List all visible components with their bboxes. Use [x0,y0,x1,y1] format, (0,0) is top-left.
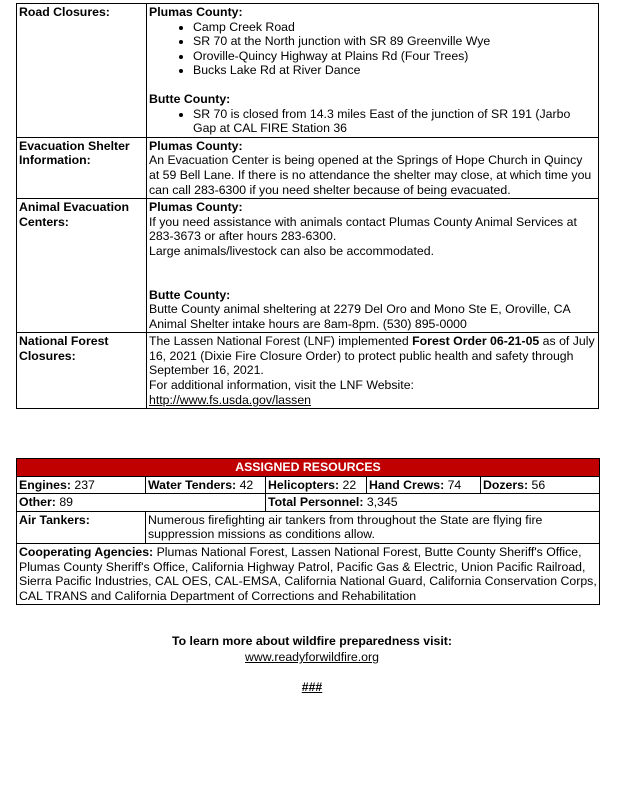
animal-evacuation-row [17,199,599,333]
list-item: • SR 70 is closed from 14.3 miles East of the junction of SR 191 (Jarbo Gap at CAL FIRE Station 36 [193,107,596,136]
other-label: Other: [19,495,56,510]
list-item: • Bucks Lake Rd at River Dance [193,63,596,78]
forest-closures-content [147,333,599,409]
dozers-label: Dozers: [483,477,529,492]
animal-evacuation-content [147,199,599,333]
engines-value: 237 [74,477,95,492]
forest-text-after: as of July 16, 2021 (Dixie Fire Closure Order) to protect public health and safety through September 16, 2021. [149,334,595,378]
road-closures-label: Road Closures: [17,4,147,138]
other-cell [17,494,266,512]
list-item: • Oroville-Quincy Highway at Plains Rd (Four Trees) [193,49,596,64]
air-tankers-text: Numerous firefighting air tankers from throughout the State are flying fire suppression missions as conditions allow. [146,511,600,543]
assigned-resources-table [16,458,600,605]
assigned-resources-header: ASSIGNED RESOURCES [17,459,600,477]
cooperating-agencies-cell [17,543,600,604]
readyforwildfire-link[interactable]: www.readyforwildfire.org [245,650,379,664]
helicopters-label: Helicopters: [268,477,340,492]
evacuation-shelter-content [147,137,599,198]
plumas-heading: Plumas County: [149,138,243,153]
incident-info-table [16,3,599,409]
butte-animal-text: Butte County animal sheltering at 2279 Del Oro and Mono Ste E, Oroville, CA Animal Shelter intake hours are 8am-8pm. (530) 895-0000 [149,302,571,331]
plumas-heading: Plumas County: [149,5,243,19]
animal-evacuation-label: Animal Evacuation Centers: [17,199,147,333]
road-closures-row [17,4,599,138]
more-info-text: For additional information, visit the LNF Website: [149,378,414,393]
total-personnel-value: 3,345 [366,495,398,510]
total-personnel-cell [266,494,600,512]
learn-more-text: To learn more about wildfire preparedness visit: [172,634,452,648]
helicopters-value: 22 [342,477,357,492]
evacuation-shelter-row [17,137,599,198]
engines-label: Engines: [19,477,71,492]
forest-closures-row [17,333,599,409]
engines-cell [17,476,146,494]
hand-crews-label: Hand Crews: [369,477,445,492]
list-item: • SR 70 at the North junction with SR 89 Greenville Wye [193,34,596,49]
cooperating-agencies-text: Plumas National Forest, Lassen National Forest, Butte County Sheriff's Office, Plumas County Sheriff's Office, California Highway Patrol, Pacific Gas & Electric, Union Pacific Railroad, Sierra Pacific Industries, CAL OES, CAL-EMSA, California National Guard, California Conservation Corps, CAL TRANS and California Department of Corrections and Rehabilitation [19,544,597,603]
butte-road-list [149,107,596,136]
total-personnel-label: Total Personnel: [268,495,364,510]
plumas-road-list [149,20,596,78]
water-tenders-value: 42 [239,477,254,492]
butte-heading: Butte County: [149,287,231,302]
road-closures-content [147,4,599,138]
air-tankers-row [17,511,600,543]
cooperating-agencies-row [17,543,600,604]
list-item: • Camp Creek Road [193,20,596,35]
personnel-row [17,494,600,512]
air-tankers-label: Air Tankers: [17,511,146,543]
evacuation-shelter-label: Evacuation Shelter Information: [17,137,147,198]
resource-counts-row [17,476,600,494]
forest-order-text [149,334,596,378]
cooperating-agencies-label: Cooperating Agencies: [19,544,154,559]
evacuation-shelter-text: An Evacuation Center is being opened at the Springs of Hope Church in Quincy at 59 Bell Lane. If there is no attendance the shelter may close, at which time you can call 283-6300 if you need shelter because of being evacuated. [149,153,592,197]
forest-text-before: The Lassen National Forest (LNF) implemented [149,334,413,349]
dozers-cell [481,476,600,494]
forest-closures-label: National Forest Closures: [17,333,147,409]
water-tenders-label: Water Tenders: [148,477,237,492]
livestock-text: Large animals/livestock can also be accommodated. [149,243,435,258]
hand-crews-value: 74 [447,477,462,492]
end-mark: ### [301,680,323,694]
other-value: 89 [59,495,74,510]
lnf-website-link[interactable]: http://www.fs.usda.gov/lassen [149,392,311,407]
plumas-animal-text: If you need assistance with animals contact Plumas County Animal Services at 283-3673 or after hours 283-6300. [149,214,577,244]
butte-heading: Butte County: [149,91,231,106]
helicopters-cell [266,476,367,494]
water-tenders-cell [146,476,266,494]
hand-crews-cell [367,476,481,494]
plumas-heading: Plumas County: [149,200,243,215]
dozers-value: 56 [531,477,546,492]
forest-order-number: Forest Order 06-21-05 [412,334,540,349]
